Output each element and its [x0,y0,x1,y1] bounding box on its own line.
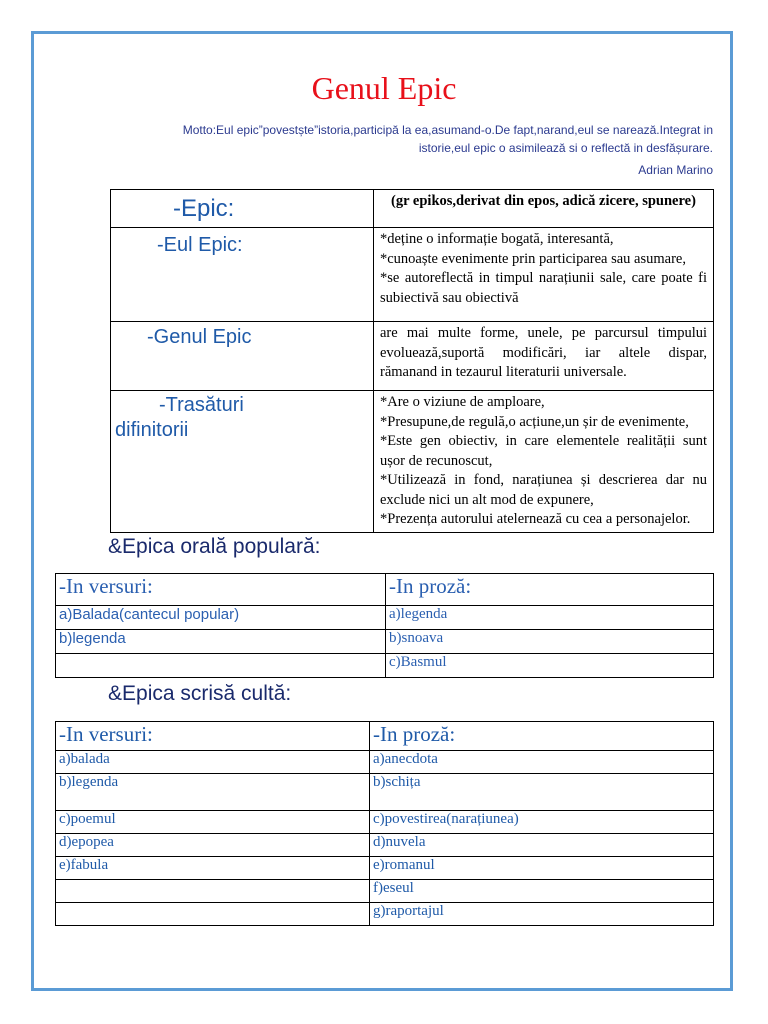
scrisa-col1-header: -In versuri: [56,722,370,751]
scrisa-cell: g)raportajul [370,903,714,926]
motto-author: Adrian Marino [638,163,713,177]
scrisa-cell: b)legenda [56,774,370,811]
definition-label-line: difinitorii [115,419,189,441]
table-row [56,630,714,654]
scrisa-cell: d)epopea [56,834,370,857]
oral-cell: a)legenda [386,606,714,630]
definition-label: -Epic: [111,190,374,228]
scrisa-cell: a)balada [56,751,370,774]
oral-table [55,573,714,678]
definition-text: are mai multe forme, unele, pe parcursul timpului evoluează,suportă modificări, iar altele dispar, rămanand in tezaurul literaturii universale. [374,322,714,391]
oral-cell: b)snoava [386,630,714,654]
definition-line: *deține o informație bogată, interesantă, [380,231,614,247]
scrisa-cell: e)fabula [56,857,370,880]
scrisa-col2-header: -In proză: [370,722,714,751]
table-row [56,722,714,751]
scrisa-table [55,721,714,926]
definition-text [374,391,714,533]
table-row [56,811,714,834]
table-row [56,834,714,857]
oral-col2-header: -In proză: [386,574,714,606]
table-row [111,228,714,322]
oral-cell [56,654,386,678]
definition-line: *cunoaște evenimente prin participarea sau asumare, [380,250,686,267]
oral-cell: c)Basmul [386,654,714,678]
scrisa-cell: e)romanul [370,857,714,880]
scrisa-heading: &Epica scrisă cultă: [108,682,292,705]
table-row [56,574,714,606]
motto [120,121,713,157]
oral-cell: b)legenda [56,630,386,654]
table-row [111,322,714,391]
scrisa-cell: a)anecdota [370,751,714,774]
definition-line: *Prezența autorului atelernează cu cea a personajelor. [380,511,691,527]
definition-line: *Utilizează in fond, narațiunea și descrierea dar nu exclude nici un alt mod de expunere, [380,472,707,508]
definition-text: (gr epikos,derivat din epos, adică zicere, spunere) [374,190,714,228]
table-row [56,774,714,811]
page-title: Genul Epic [311,70,457,106]
definition-label [111,391,374,533]
oral-heading: &Epica orală populară: [108,535,321,558]
definition-line: *Este gen obiectiv, in care elementele realității sunt ușor de recunoscut, [380,433,707,469]
scrisa-cell: c)povestirea(narațiunea) [370,811,714,834]
motto-line-1: Motto:Eul epic”povestște”istoria,participă la ea,asumand-o.De fapt,narand,eul se narează.Integrat in [182,123,713,137]
table-row [56,751,714,774]
definition-label: -Genul Epic [111,322,374,391]
table-row [56,880,714,903]
oral-cell: a)Balada(cantecul popular) [56,606,386,630]
table-row [56,606,714,630]
table-row [111,391,714,533]
definitions-table [110,189,714,533]
table-row [56,857,714,880]
definition-line: *se autoreflectă in timpul narațiunii sale, care poate fi subiectivă sau obiectivă [380,270,707,306]
scrisa-cell: d)nuvela [370,834,714,857]
table-row [56,903,714,926]
definition-label: -Eul Epic: [111,228,374,322]
definition-line: *Presupune,de regulă,o acțiune,un șir de evenimente, [380,413,689,430]
definition-line: *Are o viziune de amploare, [380,394,545,410]
table-row [111,190,714,228]
scrisa-cell [56,903,370,926]
definition-text [374,228,714,322]
scrisa-cell: f)eseul [370,880,714,903]
motto-line-2: istorie,eul epic o asimilează si o reflectă in desfășurare. [418,141,713,155]
scrisa-cell [56,880,370,903]
definition-label-line: -Trasături [159,394,244,416]
table-row [56,654,714,678]
scrisa-cell: c)poemul [56,811,370,834]
scrisa-cell: b)schița [370,774,714,811]
oral-col1-header: -In versuri: [56,574,386,606]
